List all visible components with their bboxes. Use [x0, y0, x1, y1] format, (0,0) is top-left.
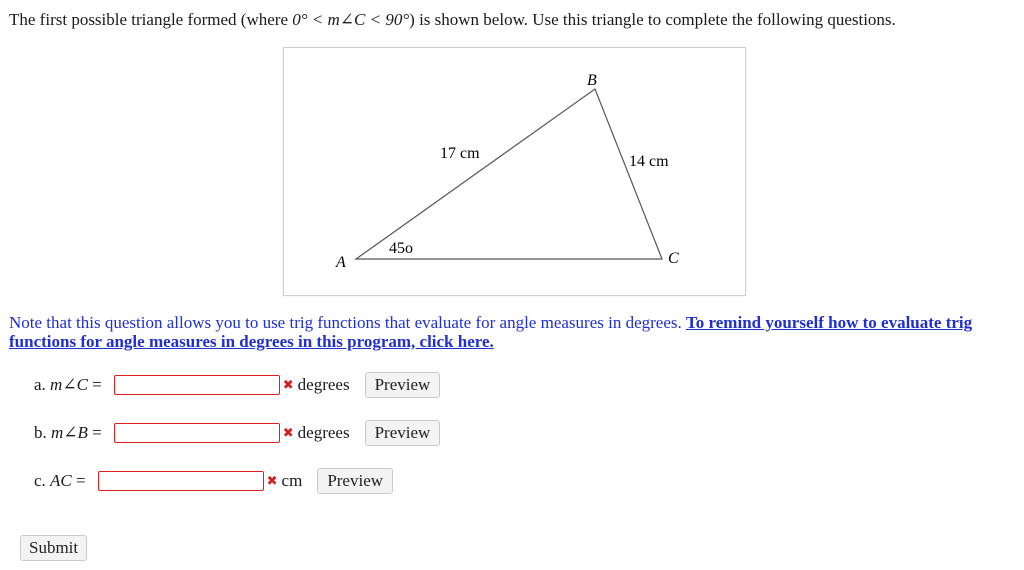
question-a-row — [34, 372, 440, 398]
preview-a-button[interactable]: Preview — [365, 372, 441, 398]
triangle-figure — [283, 47, 746, 296]
intro-text-after: ) is shown below. Use this triangle to complete the following questions. — [409, 10, 896, 29]
intro-text-before: The first possible triangle formed (where — [9, 10, 293, 29]
preview-b-button[interactable]: Preview — [365, 420, 441, 446]
side-ab-label: 17 cm — [440, 145, 480, 162]
triangle-diagram — [284, 48, 745, 295]
answer-b-input[interactable] — [114, 423, 280, 443]
angle-a-label: 45o — [389, 240, 413, 257]
triangle-shape — [356, 89, 662, 259]
question-intro — [9, 10, 896, 30]
question-b-row — [34, 420, 440, 446]
unit-c: cm — [281, 471, 303, 490]
question-c-row — [34, 468, 393, 494]
angle-condition: 0° < m∠C < 90° — [292, 10, 410, 29]
answer-c-input[interactable] — [98, 471, 264, 491]
question-a-label: a. m∠C = — [34, 375, 102, 394]
unit-b: degrees — [297, 423, 350, 442]
incorrect-a-icon: ✖ — [282, 377, 294, 393]
vertex-a-label: A — [336, 254, 346, 271]
incorrect-b-icon: ✖ — [282, 425, 294, 441]
preview-c-button[interactable]: Preview — [317, 468, 393, 494]
note-text: Note that this question allows you to use trig functions that evaluate for angle measures in degrees. — [9, 313, 686, 332]
unit-a: degrees — [297, 375, 350, 394]
vertex-c-label: C — [668, 250, 679, 267]
side-bc-label: 14 cm — [629, 153, 669, 170]
question-b-label: b. m∠B = — [34, 423, 102, 442]
trig-note — [9, 313, 1009, 351]
question-c-label: c. AC = — [34, 471, 86, 490]
incorrect-c-icon: ✖ — [266, 473, 278, 489]
vertex-b-label: B — [587, 72, 597, 89]
trig-help-link[interactable]: To remind yourself how to evaluate trig functions for angle measures in degrees in this program, click here. — [9, 313, 973, 351]
submit-button[interactable]: Submit — [20, 535, 87, 561]
answer-a-input[interactable] — [114, 375, 280, 395]
